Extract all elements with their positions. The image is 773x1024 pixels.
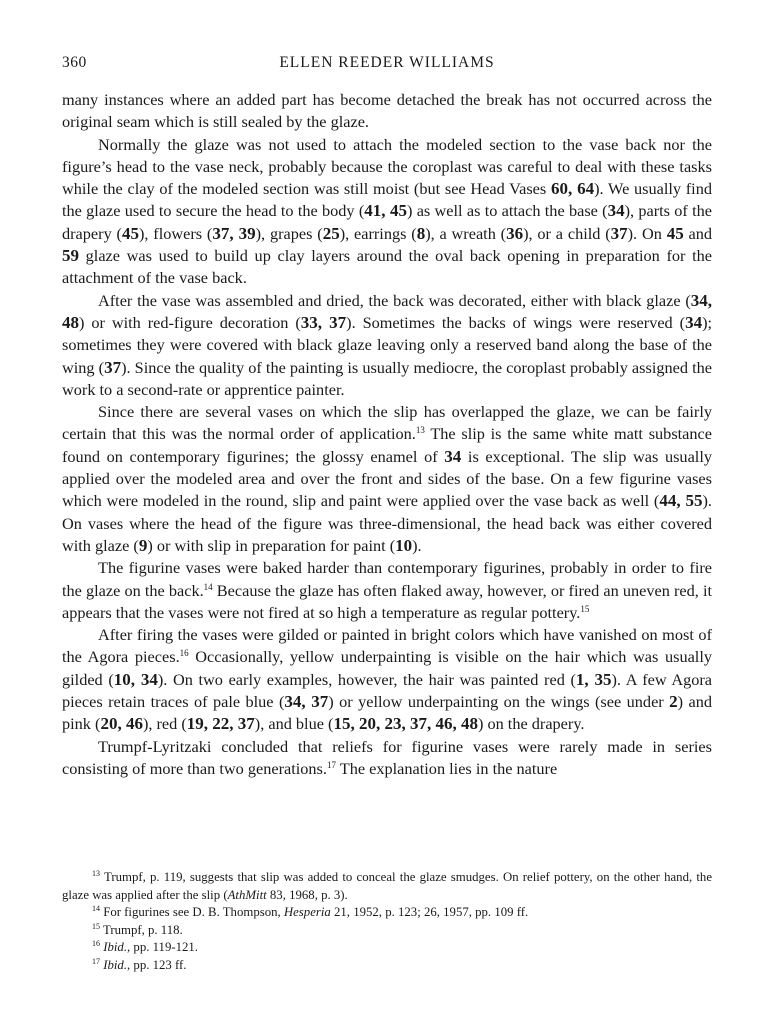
catalogue-ref: 34 [685, 312, 703, 332]
catalogue-ref: 37, 39 [212, 223, 256, 243]
footnote-marker: 15 [580, 603, 590, 614]
footnote-marker: 13 [415, 425, 425, 436]
catalogue-ref: 20, 46 [100, 714, 143, 734]
catalogue-ref: 8 [416, 223, 426, 243]
catalogue-ref: 19, 22, 37 [186, 714, 255, 734]
page-header [62, 54, 712, 78]
page-number: 360 [62, 54, 87, 71]
catalogue-ref: 10 [395, 535, 413, 555]
paragraph-3: After the vase was assembled and dried, the back was decorated, either with black glaze (34, 48) or with red-figure decoration (33, 37). Sometimes the backs of wings were reserved (34); sometimes they were covered with black glaze leaving only a reserved band along the base of the wing (37). Since the quality of the painting is usually mediocre, the coroplast probably assigned the work to a second-rate or apprentice painter. [62, 290, 713, 399]
catalogue-ref: 34, 48 [62, 290, 712, 332]
body-text [62, 89, 712, 780]
catalogue-ref: 44, 55 [659, 491, 703, 511]
footnotes [62, 869, 712, 974]
footnote-marker: 16 [179, 648, 189, 659]
paragraph-5: The figurine vases were baked harder than contemporary figurines, probably in order to fire the glaze on the back.$^{14}$ Because the glaze has often flaked away, however, or fired an uneven red, it appears that the vases were not fired at so high a temperature as regular pottery.$^{15}$ [62, 558, 712, 622]
paragraph-1: many instances where an added part has become detached the break has not occurred across the original seam which is still sealed by the glaze. [62, 90, 712, 132]
footnote-17: $^{17}$ Ibid., pp. 123 ff. [92, 956, 187, 972]
catalogue-ref: 1, 35 [575, 669, 612, 689]
footnote-marker: 17 [326, 759, 336, 770]
footnote-marker: 14 [203, 581, 213, 592]
catalogue-ref: 59 [62, 246, 79, 266]
footnote-13: $^{13}$ Trumpf, p. 119, suggests that slip was added to conceal the glaze smudges. On relief pottery, on the other hand, the glaze was applied after the slip (AthMitt 83, 1968, p. 3). [62, 869, 712, 902]
footnote-15: $^{15}$ Trumpf, p. 118. [92, 921, 183, 937]
catalogue-ref: 37 [104, 357, 122, 377]
catalogue-ref: 10, 34 [113, 669, 158, 689]
paragraph-2: Normally the glaze was not used to attach the modeled section to the vase back nor the figure’s head to the vase neck, probably because the coroplast was careful to deal with these tasks while the clay of the modeled section was still moist (but see Head Vases 60, 64). We usually find the glaze used to secure the head to the body (41, 45) as well as to attach the base (34), parts of the drapery (45), flowers (37, 39), grapes (25), earrings (8), a wreath (36), or a child (37). On 45 and 59 glaze was used to build up clay layers around the oval back opening in preparation for the attachment of the vase back. [62, 134, 713, 288]
catalogue-ref: 41, 45 [364, 201, 407, 221]
catalogue-ref: 15, 20, 23, 37, 46, 48 [333, 714, 478, 734]
paragraph-6: After firing the vases were gilded or painted in bright colors which have vanished on most of the Agora pieces.$^{16}$ Occasionally, yellow underpainting is visible on the hair which was usually gilded (10, 34). On two early examples, however, the hair was painted red (1, 35). A few Agora pieces retain traces of pale blue (34, 37) or yellow underpainting on the wings (see under 2) and pink (20, 46), red (19, 22, 37), and blue (15, 20, 23, 37, 46, 48) on the drapery. [62, 625, 713, 734]
footnote-14: $^{14}$ For figurines see D. B. Thompson, Hesperia 21, 1952, p. 123; 26, 1957, pp. 109 ff. [92, 904, 529, 919]
catalogue-ref: 45 [121, 223, 139, 243]
footnote-16: $^{16}$ Ibid., pp. 119-121. [92, 939, 199, 954]
catalogue-ref: 25 [322, 223, 340, 243]
paragraph-4: Since there are several vases on which the slip has overlapped the glaze, we can be fairly certain that this was the normal order of application.$^{13}$ The slip is the same white matt substance found on contemporary figurines; the glossy enamel of 34 is exceptional. The slip was usually applied over the modeled area and over the front and sides of the base. On a few figurine vases which were modeled in the round, slip and paint were applied over the vase back as well (44, 55). On vases where the head of the figure was three-dimensional, the head back was either covered with glaze (9) or with slip in preparation for paint (10). [62, 402, 712, 555]
paragraph-7: Trumpf-Lyritzaki concluded that reliefs for figurine vases were rarely made in series consisting of more than two generations.$^{17}$ The explanation lies in the nature [62, 736, 712, 778]
footnote-number: 14 [92, 904, 100, 913]
catalogue-ref: 34, 37 [284, 692, 329, 712]
catalogue-ref: 2 [669, 692, 678, 712]
catalogue-ref: 34 [444, 446, 462, 466]
footnote-number: 15 [92, 921, 100, 931]
footnote-number: 16 [92, 939, 100, 948]
catalogue-ref: 34 [607, 201, 625, 221]
footnote-number: 13 [92, 869, 100, 878]
catalogue-ref: 36 [506, 223, 524, 243]
footnote-number: 17 [92, 956, 100, 966]
catalogue-ref: 33, 37 [300, 312, 347, 332]
catalogue-ref: 45 [666, 223, 684, 243]
catalogue-ref: 60, 64 [550, 179, 595, 199]
catalogue-ref: 9 [138, 535, 148, 555]
running-title: ELLEN REEDER WILLIAMS [279, 54, 495, 71]
catalogue-ref: 37 [610, 223, 628, 243]
